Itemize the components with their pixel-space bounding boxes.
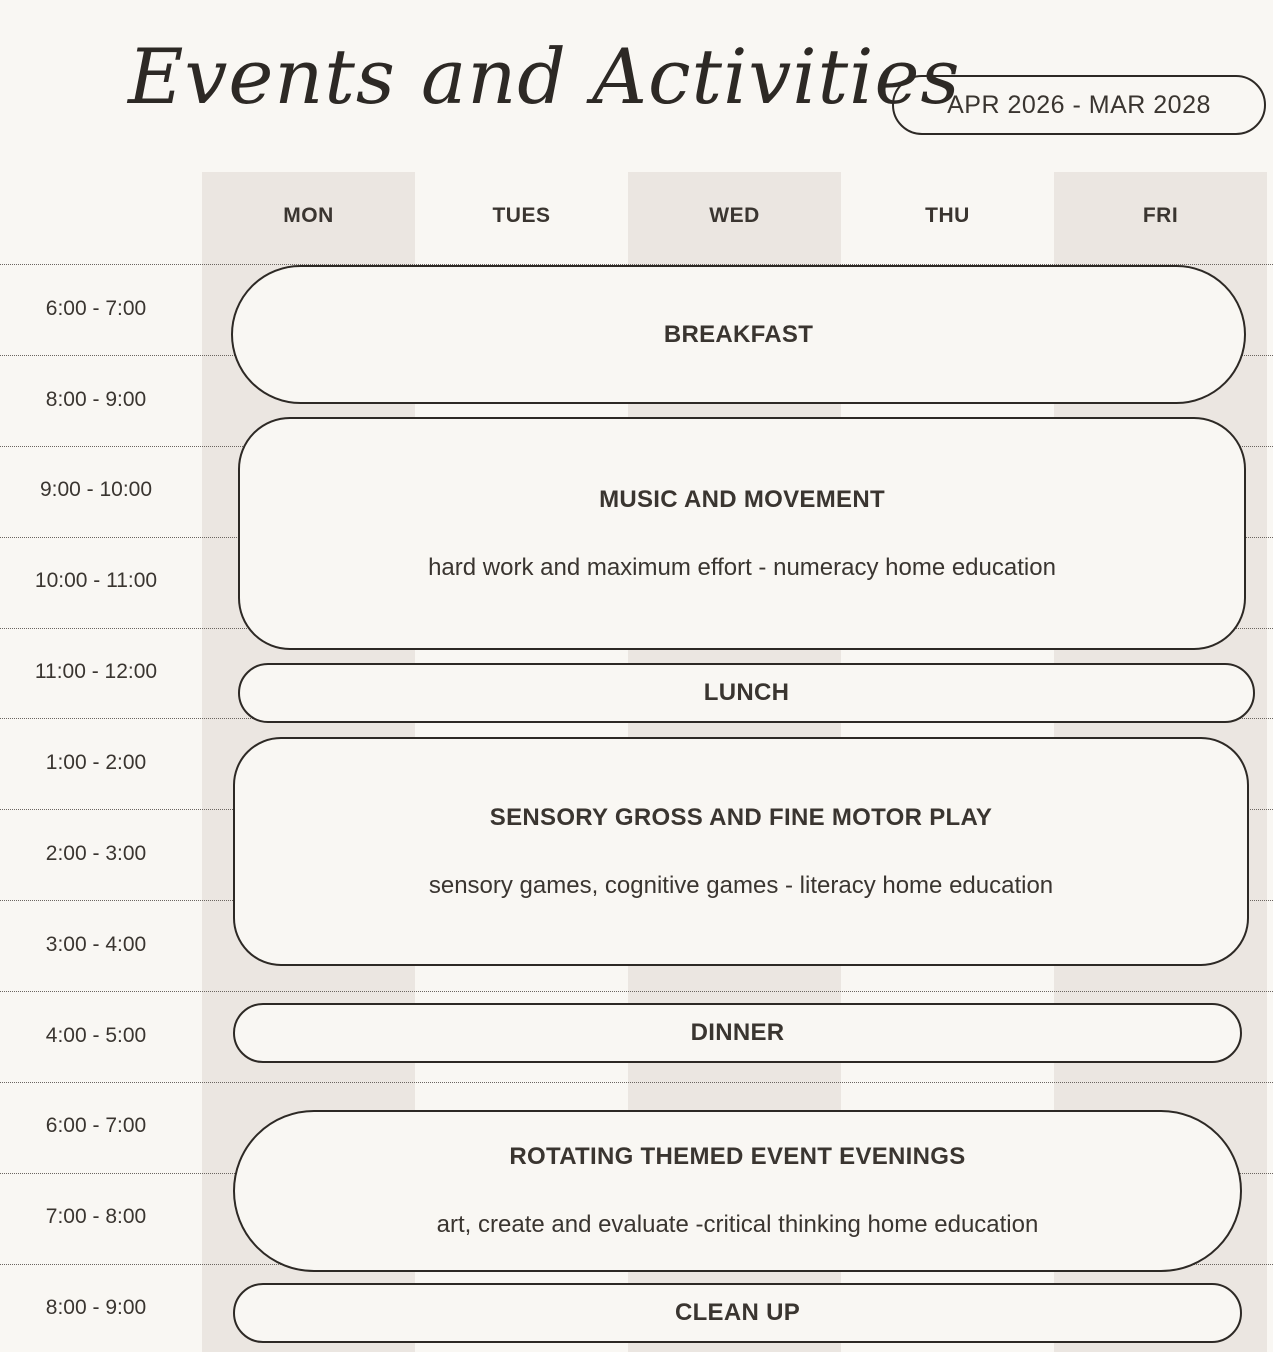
time-label: 10:00 - 11:00 [34,569,158,592]
time-label: 6:00 - 7:00 [45,1114,147,1137]
page-title: Events and Activities [128,32,961,121]
activity-description: art, create and evaluate -critical thinking home education [436,1211,1039,1238]
activity-block-themed-evenings [233,1110,1242,1272]
activity-title: BREAKFAST [663,320,814,348]
activity-block-dinner [233,1003,1242,1063]
time-label: 9:00 - 10:00 [39,478,153,501]
activity-title: MUSIC AND MOVEMENT [599,485,885,513]
day-header-mon: MON [283,204,334,227]
time-label: 6:00 - 7:00 [45,297,147,320]
activity-title: DINNER [690,1019,785,1046]
activity-block-sensory-play [233,737,1249,966]
time-label: 11:00 - 12:00 [34,660,158,683]
row-divider [0,1082,1273,1083]
day-header-fri: FRI [1142,204,1179,227]
activity-block-lunch [238,663,1255,723]
activity-title: ROTATING THEMED EVENT EVENINGS [509,1143,966,1170]
time-label: 8:00 - 9:00 [45,388,147,411]
row-divider [0,991,1273,992]
time-label: 3:00 - 4:00 [45,933,147,956]
date-range-badge: APR 2026 - MAR 2028 [892,75,1266,135]
time-label: 1:00 - 2:00 [45,751,147,774]
activity-block-music-and-movement [238,417,1246,650]
time-label: 4:00 - 5:00 [45,1024,147,1047]
time-label: 7:00 - 8:00 [45,1205,147,1228]
day-header-wed: WED [709,204,760,227]
activity-description: sensory games, cognitive games - literacy home education [428,871,1054,899]
activity-block-clean-up [233,1283,1242,1343]
time-label: 2:00 - 3:00 [45,842,147,865]
day-header-tues: TUES [492,204,551,227]
activity-description: hard work and maximum effort - numeracy home education [428,553,1056,581]
time-label: 8:00 - 9:00 [45,1296,147,1319]
activity-title: CLEAN UP [674,1299,801,1326]
activity-title: LUNCH [703,679,790,706]
activity-title: SENSORY GROSS AND FINE MOTOR PLAY [489,803,993,831]
activity-block-breakfast [231,265,1246,404]
day-header-thu: THU [925,204,970,227]
